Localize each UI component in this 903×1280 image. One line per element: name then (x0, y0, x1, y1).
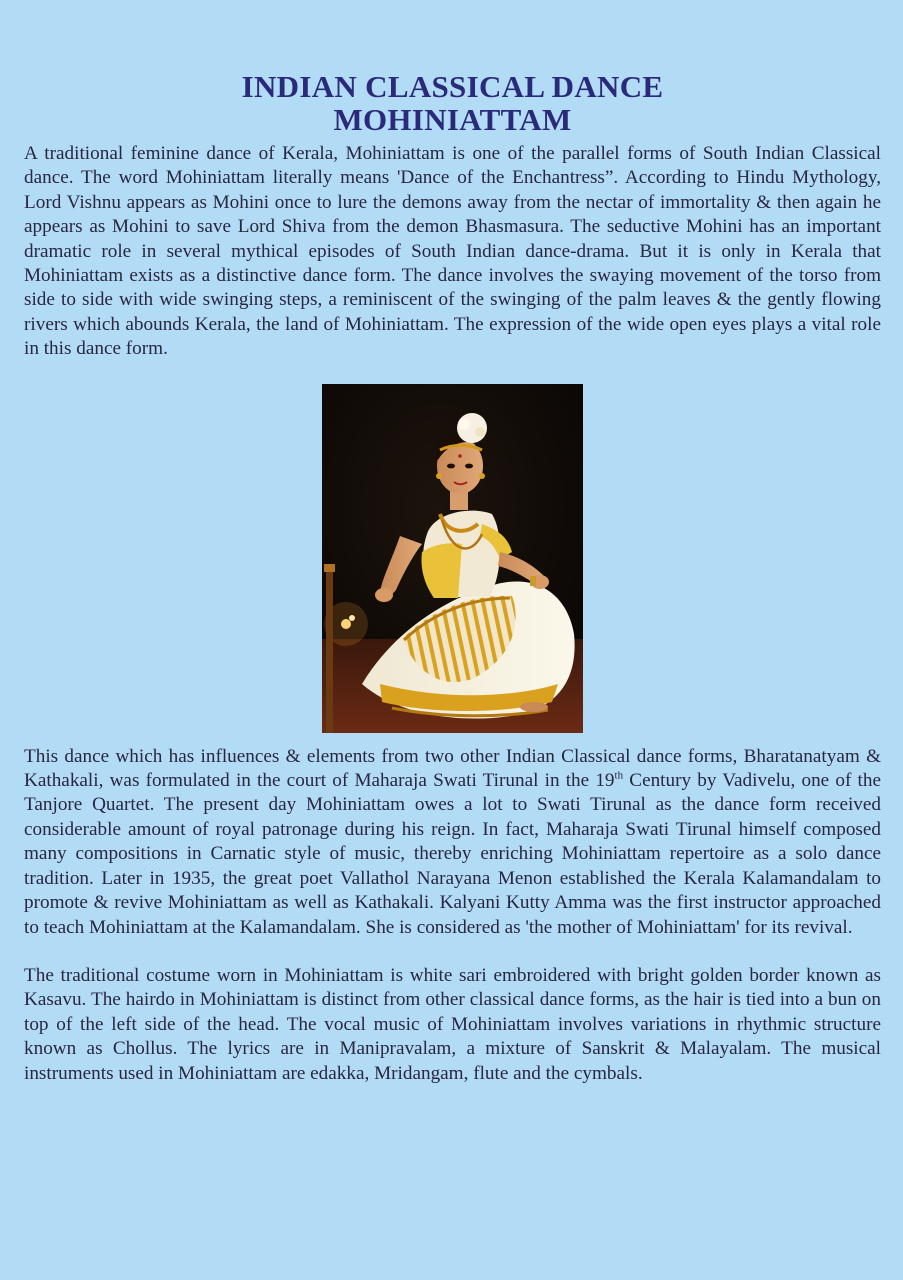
ordinal-superscript: th (614, 769, 624, 782)
history-text-a: This dance which has influences & elements from two other Indian Classical dance forms, Bharatanatyam & Kathakali, was formulated in the court of Maharaja Swati Tirunal in the 19 (24, 745, 881, 792)
title-line-1: INDIAN CLASSICAL DANCE (241, 69, 664, 104)
intro-paragraph: A traditional feminine dance of Kerala, Mohiniattam is one of the parallel forms of South Indian Classical dance. The word Mohiniattam literally means 'Dance of the Enchantress”. According to Hindu Mythology, Lord Vishnu appears as Mohini once to lure the demons away from the nectar of immortality & then again he appears as Mohini to save Lord Shiva from the demon Bhasmasura. The seductive Mohini has an important dramatic role in several mythical episodes of South Indian dance-drama. But it is only in Kerala that Mohiniattam exists as a distinctive dance form. The dance involves the swaying movement of the torso from side to side with wide swinging steps, a reminiscent of the swinging of the palm leaves & the gently flowing rivers which abounds Kerala, the land of Mohiniattam. The expression of the wide open eyes plays a vital role in this dance form. (24, 143, 881, 360)
title-line-2: MOHINIATTAM (333, 102, 572, 137)
dancer-photo (322, 384, 583, 733)
costume-paragraph: The traditional costume worn in Mohiniattam is white sari embroidered with bright golden border known as Kasavu. The hairdo in Mohiniattam is distinct from other classical dance forms, as the hair is tied into a bun on top of the left side of the head. The vocal music of Mohiniattam involves variations in rhythmic structure known as Chollus. The lyrics are in Manipravalam, a mixture of Sanskrit & Malayalam. The musical instruments used in Mohiniattam are edakka, Mridangam, flute and the cymbals. (24, 964, 881, 1084)
history-paragraph (24, 745, 881, 940)
page-title (24, 0, 881, 136)
history-text-b: Century by Vadivelu, one of the Tanjore Quartet. The present day Mohiniattam owes a lot to Swati Tirunal as the dance form received considerable amount of royal patronage during his reign. In fact, Maharaja Swati Tirunal himself composed many compositions in Carnatic style of music, thereby enriching Mohiniattam repertoire as a solo dance tradition. Later in 1935, the great poet Vallathol Narayana Menon established the Kerala Kalamandalam to promote & revive Mohiniattam as well as Kathakali. Kalyani Kutty Amma was the first instructor approached to teach Mohiniattam at the Kalamandalam. She is considered as 'the mother of Mohiniattam' for its revival. (24, 770, 881, 938)
